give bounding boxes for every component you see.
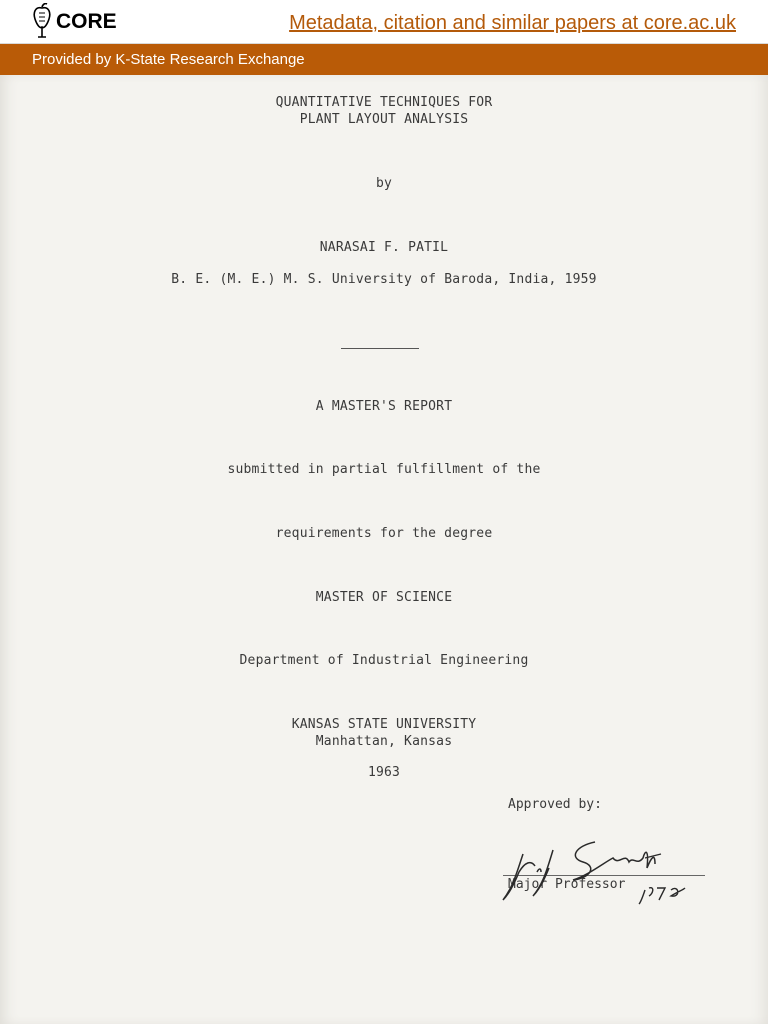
separator-rule: [341, 348, 419, 349]
requirements-text: requirements for the degree: [275, 526, 493, 541]
university-name: KANSAS STATE UNIVERSITY: [291, 717, 477, 732]
provider-bar: [0, 44, 768, 75]
by-text: by: [375, 176, 393, 191]
core-brand-name: CORE: [56, 10, 117, 33]
core-header-bar: [0, 0, 768, 44]
core-apple-logo-icon: [30, 3, 54, 39]
handwritten-signature-icon: [495, 832, 715, 912]
title-line-1: QUANTITATIVE TECHNIQUES FOR: [275, 95, 493, 110]
major-professor-label: Major Professor: [508, 877, 626, 892]
submitted-text: submitted in partial fulfillment of the: [227, 462, 541, 477]
author-credentials: B. E. (M. E.) M. S. University of Baroda, India, 1959: [171, 272, 597, 287]
author-name: NARASAI F. PATIL: [319, 240, 449, 255]
report-type: A MASTER'S REPORT: [315, 399, 453, 414]
approved-by-label: Approved by:: [508, 797, 602, 812]
university-location: Manhattan, Kansas: [315, 734, 453, 749]
year-text: 1963: [367, 765, 401, 780]
title-line-2: PLANT LAYOUT ANALYSIS: [299, 112, 469, 127]
degree-name: MASTER OF SCIENCE: [315, 590, 453, 605]
provider-text: Provided by K-State Research Exchange: [32, 51, 305, 68]
department-name: Department of Industrial Engineering: [239, 653, 529, 668]
metadata-citation-link[interactable]: Metadata, citation and similar papers at core.ac.uk: [289, 12, 736, 34]
